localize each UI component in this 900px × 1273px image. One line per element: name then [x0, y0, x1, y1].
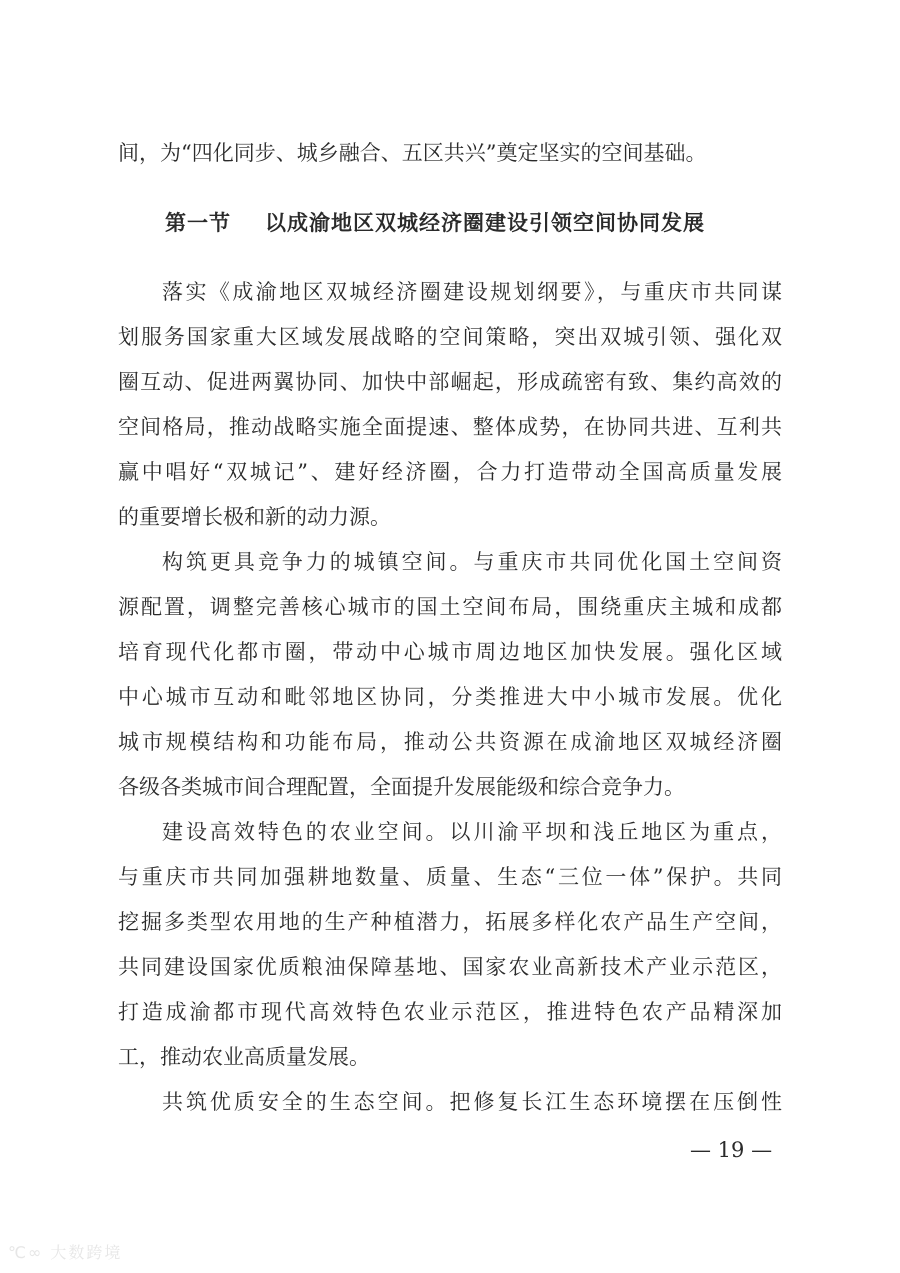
watermark-icon: ℃∞: [8, 1243, 51, 1262]
watermark-text: 大数跨境: [50, 1243, 123, 1262]
text-line: 源配置，调整完善核心城市的国土空间布局，围绕重庆主城和成都: [118, 595, 782, 619]
section-number: 第一节: [165, 210, 231, 235]
page-number: — 19 —: [690, 1138, 773, 1162]
text-line: 打造成渝都市现代高效特色农业示范区，推进特色农产品精深加: [118, 1000, 782, 1024]
watermark-logo: [8, 1240, 122, 1263]
text-line: 圈互动、促进两翼协同、加快中部崛起，形成疏密有致、集约高效的: [118, 370, 782, 394]
section-title: 以成渝地区双城经济圈建设引领空间协同发展: [265, 210, 705, 235]
text-line: 挖掘多类型农用地的生产种植潜力，拓展多样化农产品生产空间，: [118, 910, 782, 934]
text-line: 培育现代化都市圈，带动中心城市周边地区加快发展。强化区域: [118, 640, 782, 664]
text-line: 工，推动农业高质量发展。: [118, 1045, 370, 1069]
text-line: 共筑优质安全的生态空间。把修复长江生态环境摆在压倒性: [162, 1090, 782, 1114]
text-line: 间，为“四化同步、城乡融合、五区共兴”奠定坚实的空间基础。: [118, 141, 707, 165]
text-line: 构筑更具竞争力的城镇空间。与重庆市共同优化国土空间资: [162, 550, 782, 574]
text-line: 赢中唱好“双城记”、建好经济圈，合力打造带动全国高质量发展: [118, 460, 782, 484]
text-line: 与重庆市共同加强耕地数量、质量、生态“三位一体”保护。共同: [118, 865, 782, 889]
text-line: 建设高效特色的农业空间。以川渝平坝和浅丘地区为重点，: [162, 820, 782, 844]
text-line: 城市规模结构和功能布局，推动公共资源在成渝地区双城经济圈: [118, 730, 782, 754]
text-line: 的重要增长极和新的动力源。: [118, 505, 391, 529]
text-line: 空间格局，推动战略实施全面提速、整体成势，在协同共进、互利共: [118, 415, 782, 439]
section-heading: [165, 208, 705, 238]
text-line: 共同建设国家优质粮油保障基地、国家农业高新技术产业示范区，: [118, 955, 782, 979]
text-line: 划服务国家重大区域发展战略的空间策略，突出双城引领、强化双: [118, 325, 782, 349]
text-line: 各级各类城市间合理配置，全面提升发展能级和综合竞争力。: [118, 775, 685, 799]
text-line: 落实《成渝地区双城经济圈建设规划纲要》，与重庆市共同谋: [162, 280, 782, 304]
text-line: 中心城市互动和毗邻地区协同，分类推进大中小城市发展。优化: [118, 685, 782, 709]
